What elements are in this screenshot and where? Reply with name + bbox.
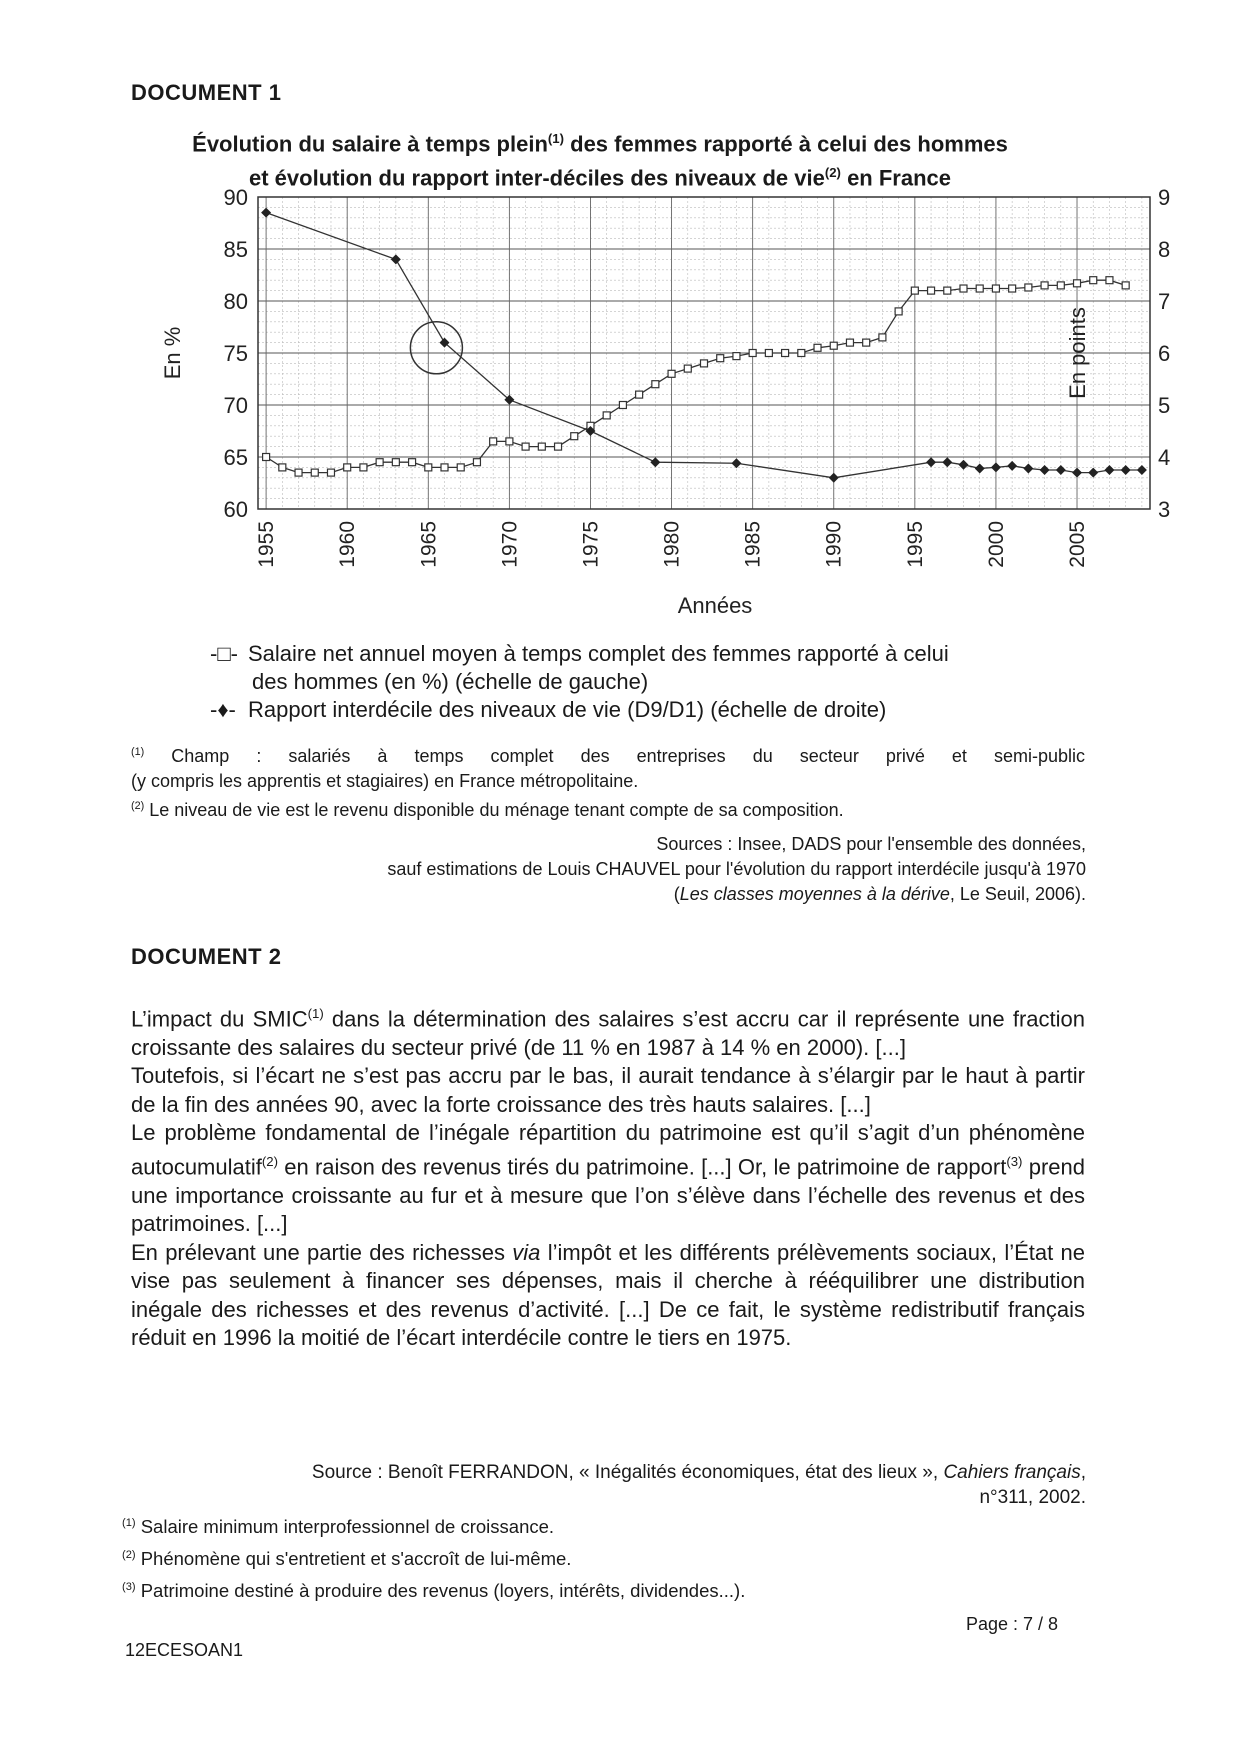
data-point-diamond <box>1007 461 1017 471</box>
data-point-square <box>1106 277 1113 284</box>
data-point-diamond <box>958 460 968 470</box>
data-point-square <box>863 339 870 346</box>
data-point-square <box>879 334 886 341</box>
data-point-square <box>279 464 286 471</box>
data-point-square <box>490 438 497 445</box>
data-point-square <box>1025 284 1032 291</box>
data-point-square <box>1009 285 1016 292</box>
x-tick-label: 1965 <box>417 521 441 568</box>
data-point-square <box>733 353 740 360</box>
data-point-diamond <box>975 463 985 473</box>
document-code: 12ECESOAN1 <box>125 1640 244 1660</box>
doc2-notes: $^{(1)}$ Salaire minimum interprofessionnel de croissance. $^{(2)}$ Phénomène qui s'entretient et s'accroît de lui-même. $^{(3)}$ Patrimoine destiné à produire des revenus (loyers, intérêts, dividendes...). <box>122 1516 746 1602</box>
doc2-source: Source : Benoît FERRANDON, « Inégalités économiques, état des lieux », Cahiers français, n°311, 2002. <box>311 1462 1086 1508</box>
data-point-square <box>928 287 935 294</box>
data-point-square <box>814 344 821 351</box>
data-point-square <box>992 285 999 292</box>
data-point-square <box>1074 280 1081 287</box>
series-salaire <box>263 277 1130 476</box>
y-tick-label: 65 <box>223 445 248 470</box>
y-tick-label: 9 <box>1158 185 1171 210</box>
data-point-diamond <box>991 462 1001 472</box>
x-tick-label: 1985 <box>741 521 765 568</box>
paragraph: Le problème fondamental de l’inégale répartition du patrimoine est qu’il s’agit d’un phénomène autocumulatif$^{(2)}$ en raison des revenus tirés du patrimoine. [...] Or, le patrimoine de rapport$^{(3)}$ prend une importance croissante au fur et à mesure que l’on s’élève dans l’échelle des revenus et des patrimoines. [...] <box>131 1120 1085 1237</box>
y-tick-label: 5 <box>1158 393 1171 418</box>
data-point-diamond <box>650 457 660 467</box>
y-tick-label: 80 <box>223 289 248 314</box>
data-point-square <box>717 355 724 362</box>
x-tick-label: 1990 <box>822 521 846 568</box>
legend-diamond-icon: -♦- <box>210 697 236 722</box>
data-point-square <box>846 339 853 346</box>
x-axis-label: Années <box>677 593 753 618</box>
x-tick-label: 1960 <box>336 521 360 568</box>
x-tick-label: 1975 <box>579 521 603 568</box>
data-point-square <box>571 433 578 440</box>
paragraph: En prélevant une partie des richesses via l’impôt et les différents prélèvements sociaux, l’État ne vise pas seulement à financer ses dépenses, mais il cherche à rééquilibrer une distribution inégale des richesses et des revenus d’activité. [...] De ce fait, le système redistributif français réduit en 1996 la moitié de l’écart interdécile contre le tiers en 1975. <box>131 1239 1086 1351</box>
y-tick-label: 4 <box>1158 445 1171 470</box>
data-point-square <box>944 287 951 294</box>
data-point-square <box>311 469 318 476</box>
data-point-square <box>701 360 708 367</box>
y-tick-label: 85 <box>223 237 248 262</box>
legend <box>210 640 949 724</box>
doc1-notes: $^{(1)}$ Champ : salariés à temps complet des entreprises du secteur privé et semi-public (y compris les apprentis et stagiaires) en France métropolitaine. $^{(2)}$ Le niveau de vie est le revenu disponible du ménage tenant compte de sa composition. <box>131 746 1085 820</box>
data-point-square <box>376 459 383 466</box>
data-point-square <box>344 464 351 471</box>
data-point-square <box>473 459 480 466</box>
legend-item-interdecile: -♦- Rapport interdécile des niveaux de vie (D9/D1) (échelle de droite) <box>210 697 887 722</box>
data-point-square <box>425 464 432 471</box>
data-point-diamond <box>1088 468 1098 478</box>
data-point-diamond <box>261 208 271 218</box>
y-tick-label: 70 <box>223 393 248 418</box>
legend-item-salaire-line2: des hommes (en %) (échelle de gauche) <box>252 669 649 694</box>
data-point-square <box>263 454 270 461</box>
y-tick-label: 90 <box>223 185 248 210</box>
data-point-diamond <box>731 458 741 468</box>
chart <box>140 185 1171 625</box>
data-point-square <box>295 469 302 476</box>
y-tick-label: 6 <box>1158 341 1171 366</box>
data-point-square <box>1057 282 1064 289</box>
x-tick-label: 1980 <box>660 521 684 568</box>
data-point-diamond <box>942 457 952 467</box>
data-point-square <box>619 402 626 409</box>
document-1-heading: DOCUMENT 1 <box>131 80 282 105</box>
data-point-square <box>636 391 643 398</box>
data-point-square <box>457 464 464 471</box>
data-point-square <box>603 412 610 419</box>
data-point-square <box>895 308 902 315</box>
chart-title: Évolution du salaire à temps plein$^{(1)}$ des femmes rapporté à celui des hommes et évolution du rapport inter-déciles des niveaux de vie$^{(2)}$ en France <box>192 131 1008 191</box>
series-line-salaire <box>266 280 1126 472</box>
x-tick-label: 1955 <box>255 521 279 568</box>
data-point-square <box>765 350 772 357</box>
y-axis-left <box>224 185 248 522</box>
data-point-square <box>409 459 416 466</box>
data-point-square <box>1090 277 1097 284</box>
doc2-body <box>131 1000 1085 1353</box>
x-axis <box>255 521 1089 568</box>
data-point-diamond <box>1040 465 1050 475</box>
data-point-square <box>684 365 691 372</box>
data-point-square <box>1122 282 1129 289</box>
data-point-diamond <box>1072 468 1082 478</box>
y-tick-label: 75 <box>223 341 248 366</box>
data-point-diamond <box>1023 463 1033 473</box>
data-point-square <box>392 459 399 466</box>
y-axis-right-label: En points <box>1065 307 1090 399</box>
data-point-square <box>652 381 659 388</box>
paragraph: L’impact du SMIC$^{(1)}$ dans la détermination des salaires s’est accru car il représente une fraction croissante des salaires du secteur privé (de 11 % en 1987 à 14 % en 2000). [...] <box>131 1006 1085 1060</box>
x-tick-label: 2005 <box>1066 521 1090 568</box>
data-point-diamond <box>1056 465 1066 475</box>
document-2-heading: DOCUMENT 2 <box>131 944 282 969</box>
doc1-sources: Sources : Insee, DADS pour l'ensemble des données, sauf estimations de Louis CHAUVEL pour l'évolution du rapport interdécile jusqu'à 1970 (Les classes moyennes à la dérive, Le Seuil, 2006). <box>387 834 1086 904</box>
data-point-square <box>960 285 967 292</box>
x-tick-label: 1995 <box>903 521 927 568</box>
data-point-square <box>668 370 675 377</box>
data-point-square <box>1041 282 1048 289</box>
paragraph: Toutefois, si l’écart ne s’est pas accru par le bas, il aurait tendance à s’élargir par le haut à partir de la fin des années 90, avec la forte croissance des très hauts salaires. [...] <box>131 1063 1085 1117</box>
data-point-square <box>538 443 545 450</box>
y-axis-left-label: En % <box>160 326 185 380</box>
x-tick-label: 2000 <box>984 521 1008 568</box>
data-point-square <box>360 464 367 471</box>
x-tick-label: 1970 <box>498 521 522 568</box>
data-point-diamond <box>926 457 936 467</box>
data-point-square <box>911 287 918 294</box>
y-tick-label: 60 <box>223 497 248 522</box>
y-axis-right <box>1158 185 1170 522</box>
y-tick-label: 7 <box>1158 289 1171 314</box>
data-point-diamond <box>1137 465 1147 475</box>
data-point-diamond <box>391 254 401 264</box>
page-number: Page : 7 / 8 <box>966 1614 1059 1634</box>
data-point-diamond <box>1121 465 1131 475</box>
data-point-square <box>555 443 562 450</box>
data-point-square <box>830 342 837 349</box>
legend-item-salaire: -□- Salaire net annuel moyen à temps complet des femmes rapporté à celui <box>210 641 949 666</box>
data-point-diamond <box>829 473 839 483</box>
y-tick-label: 8 <box>1158 237 1171 262</box>
data-point-square <box>441 464 448 471</box>
data-point-square <box>749 350 756 357</box>
data-point-square <box>798 350 805 357</box>
data-point-square <box>976 285 983 292</box>
y-tick-label: 3 <box>1158 497 1171 522</box>
data-point-square <box>327 469 334 476</box>
legend-square-icon: -□- <box>210 641 238 666</box>
data-point-square <box>506 438 513 445</box>
data-point-diamond <box>1104 465 1114 475</box>
data-point-square <box>782 350 789 357</box>
data-point-square <box>522 443 529 450</box>
